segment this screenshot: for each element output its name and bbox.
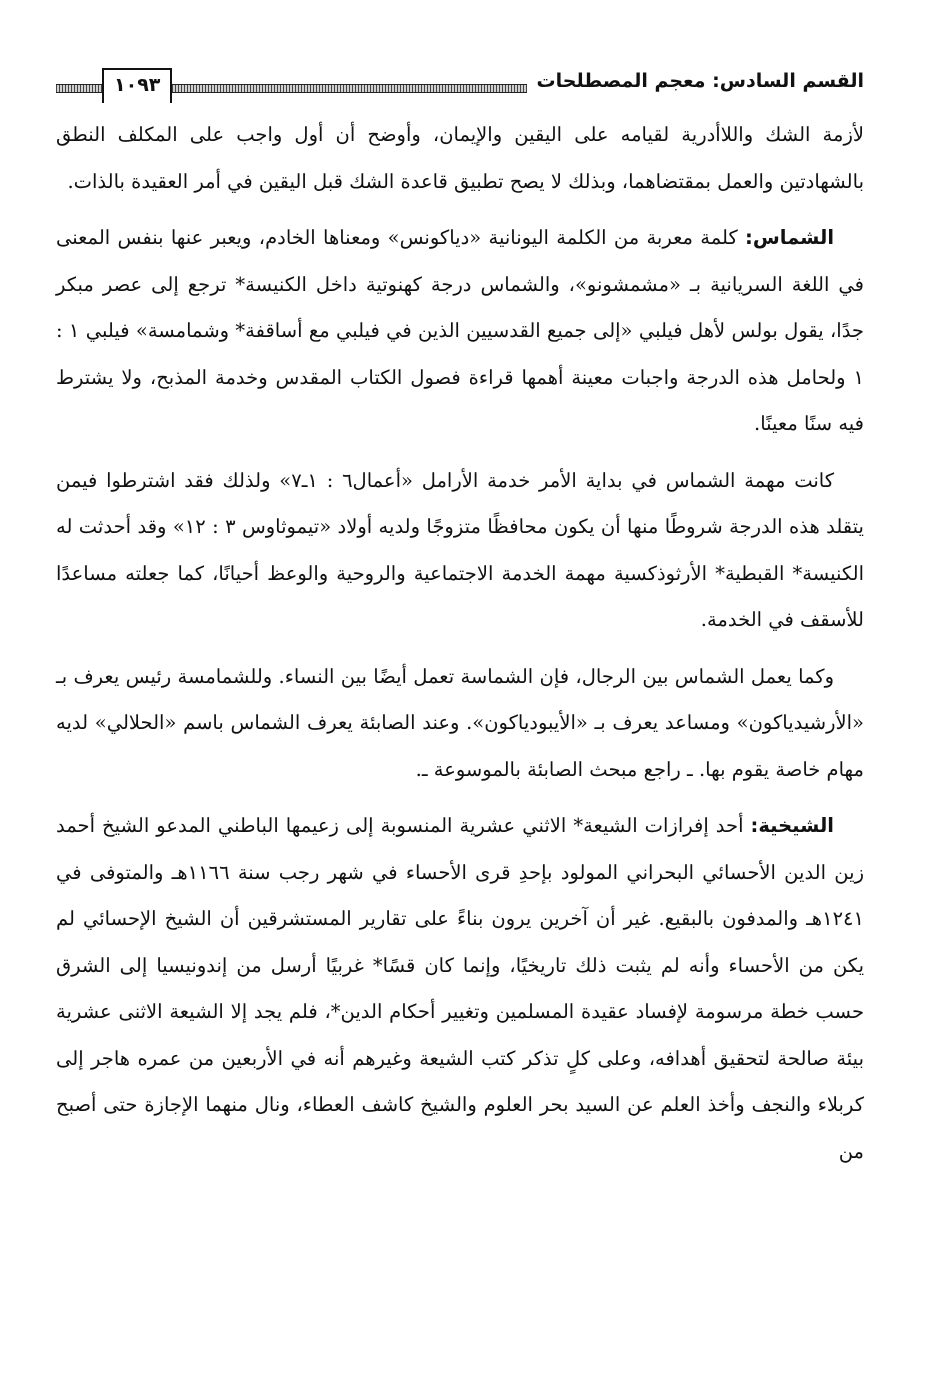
entry-term: الشماس: bbox=[745, 226, 834, 249]
entry-text: كلمة معربة من الكلمة اليونانية «دياكونس» ومعناها الخادم، ويعبر عنها بنفس المعنى في اللغة السريانية بـ «مشمشونو»، والشماس درجة كهنوتية داخل الكنيسة* ترجع إلى عصر مبكر جدًا، يقول بولس لأهل فيلبي «إلى جميع القدسيين الذين في فيلبي مع أساقفة* وشمامسة» فيلبي ١ : ١ ولحامل هذه الدرجة واجبات معينة أهمها قراءة فصول الكتاب المقدس وخدمة المذبح، ولا يشترط فيه سنًا معينًا. bbox=[56, 226, 864, 435]
entry-shaykhiyya bbox=[56, 803, 864, 1175]
paragraph-4 bbox=[56, 654, 864, 794]
paragraph-text: كانت مهمة الشماس في بداية الأمر خدمة الأرامل «أعمال٦ : ١ـ٧» ولذلك فقد اشترطوا فيمن يتقلد هذه الدرجة شروطًا منها أن يكون محافظًا متزوجًا ولديه أولاد «تيموثاوس ٣ : ١٢» وقد أحدثت له الكنيسة* القبطية* الأرثوذكسية مهمة الخدمة الاجتماعية والروحية والوعظ أحيانًا، كما جعلته مساعدًا للأسقف في الخدمة. bbox=[56, 468, 864, 631]
running-header bbox=[56, 58, 864, 104]
header-rule-end bbox=[56, 84, 102, 93]
paragraph-1 bbox=[56, 112, 864, 205]
entry-term: الشيخية: bbox=[750, 814, 834, 837]
header-title: القسم السادس: معجم المصطلحات bbox=[536, 69, 864, 92]
paragraph-text: لأزمة الشك واللاأدرية لقيامه على اليقين والإيمان، وأوضح أن أول واجب على المكلف النطق بالشهادتين والعمل بمقتضاهما، وبذلك لا يصح تطبيق قاعدة الشك قبل اليقين في أمر العقيدة بالذات. bbox=[56, 123, 864, 193]
entry-shammas bbox=[56, 215, 864, 448]
page-number: ١٠٩٣ bbox=[102, 68, 172, 103]
entry-text: أحد إفرازات الشيعة* الاثني عشرية المنسوبة إلى زعيمها الباطني المدعو الشيخ أحمد زين الدين الأحسائي البحراني المولود بإحدِ قرى الأحساء في شهر رجب سنة ١١٦٦هـ والمتوفى في ١٢٤١هـ والمدفون بالبقيع. غير أن آخرين يرون بناءً على تقارير المستشرقين أن الشيخ الإحسائي لم يكن من الأحساء وأنه لم يثبت ذلك تاريخيًا، وإنما كان قسًا* غربيًا أرسل من إندونيسيا إلى الشرق حسب خطة مرسومة لإفساد عقيدة المسلمين وتغيير أحكام الدين*، فلم يجد إلا الشيعة الاثنى عشرية بيئة صالحة لتحقيق أهدافه، وعلى كلٍ تذكر كتب الشيعة وغيرهم أنه في الأربعين من عمره هاجر إلى كربلاء والنجف وأخذ العلم عن السيد بحر العلوم والشيخ كاشف العطاء، ونال منهما الإجازة حتى أصبح من bbox=[56, 814, 864, 1163]
paragraph-3 bbox=[56, 458, 864, 644]
page bbox=[56, 58, 864, 1185]
page-body bbox=[56, 112, 864, 1175]
paragraph-text: وكما يعمل الشماس بين الرجال، فإن الشماسة تعمل أيضًا بين النساء. وللشمامسة رئيس يعرف بـ «الأرشيدياكون» ومساعد يعرف بـ «الأيبودياكون». وعند الصابئة يعرف الشماس باسم «الحلالي» لديه مهام خاصة يقوم بها. ـ راجع مبحث الصابئة بالموسوعة ـ. bbox=[56, 664, 864, 781]
header-rule bbox=[172, 84, 526, 93]
